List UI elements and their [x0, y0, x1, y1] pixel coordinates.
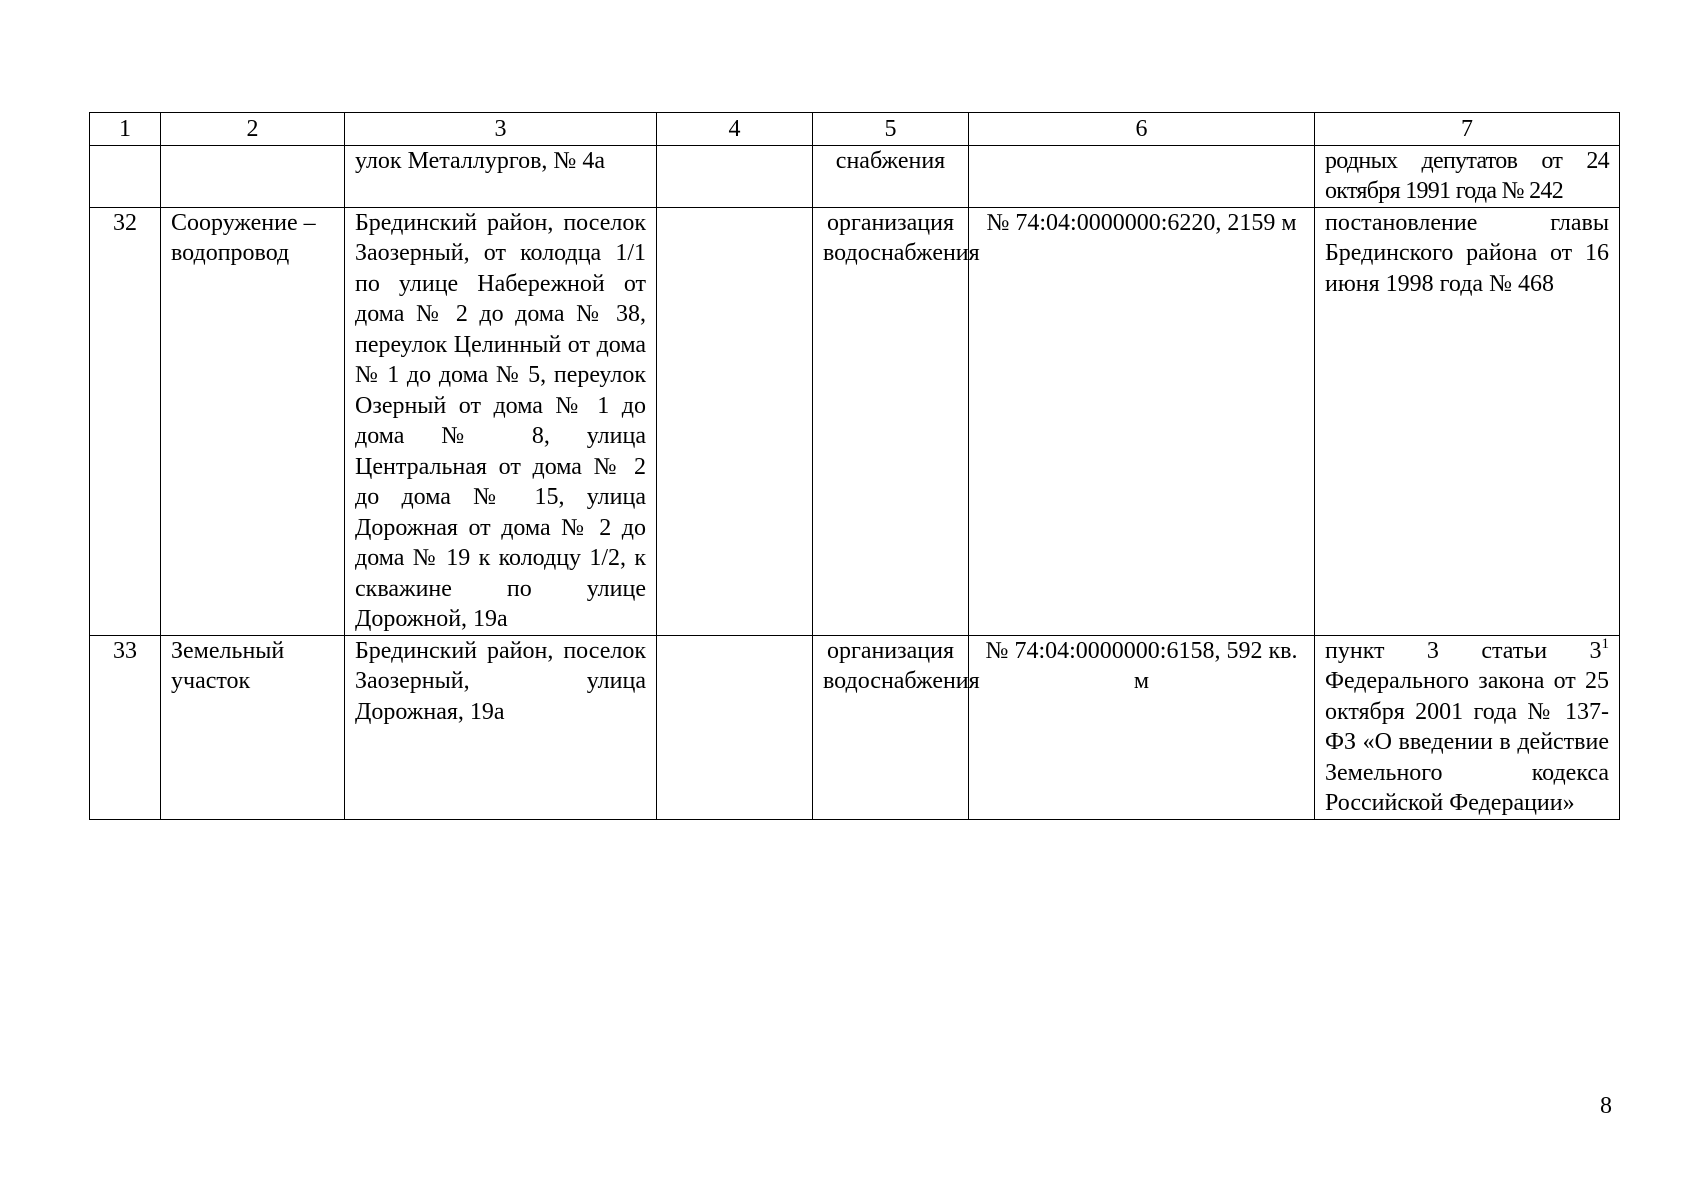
column-header-3: 3 [345, 113, 657, 146]
object-address: улок Металлургов, № 4а [345, 145, 657, 207]
column-number-row [90, 113, 1620, 146]
column-header-7: 7 [1315, 113, 1620, 146]
object-name: Земельный участок [161, 635, 345, 819]
legal-basis: постановление главы Брединского района от 16 июня 1998 года № 468 [1315, 207, 1620, 635]
object-name: Сооружение – водопровод [161, 207, 345, 635]
legal-basis: родных депутатов от 24 октября 1991 года № 242 [1315, 145, 1620, 207]
object-name [161, 145, 345, 207]
column-header-5: 5 [813, 113, 969, 146]
legal-basis-superscript: 1 [1601, 635, 1609, 652]
column-header-1: 1 [90, 113, 161, 146]
column-4-cell [657, 207, 813, 635]
object-address: Брединский район, поселок Заозерный, от колодца 1/1 по улице Набережной от дома № 2 до дома № 38, переулок Целинный от дома № 1 до дома № 5, переулок Озерный от дома № 1 до дома № 8, улица Центральная от дома № 2 до дома № 15, улица Дорожная от дома № 2 до дома № 19 к колодцу 1/2, к скважине по улице Дорожной, 19а [345, 207, 657, 635]
object-purpose: организация водоснабжения [813, 635, 969, 819]
cadastral-number: № 74:04:0000000:6158, 592 кв. м [969, 635, 1315, 819]
object-purpose: организация водоснабжения [813, 207, 969, 635]
registry-table [89, 112, 1620, 820]
legal-basis-rest: Федерального закона от 25 октября 2001 года № 137-ФЗ «О введении в действие Земельного кодекса Российской Федерации» [1325, 668, 1609, 816]
table-row [90, 145, 1620, 207]
legal-basis-start: пункт 3 статьи 3 [1325, 637, 1602, 664]
row-number [90, 145, 161, 207]
table-row [90, 635, 1620, 819]
cadastral-number: № 74:04:0000000:6220, 2159 м [969, 207, 1315, 635]
row-number: 33 [90, 635, 161, 819]
column-4-cell [657, 145, 813, 207]
column-header-2: 2 [161, 113, 345, 146]
table-row [90, 207, 1620, 635]
object-purpose: снабжения [813, 145, 969, 207]
legal-basis [1315, 635, 1620, 819]
cadastral-number [969, 145, 1315, 207]
page-number: 8 [1600, 1093, 1612, 1119]
column-header-4: 4 [657, 113, 813, 146]
column-header-6: 6 [969, 113, 1315, 146]
column-4-cell [657, 635, 813, 819]
row-number: 32 [90, 207, 161, 635]
object-address: Брединский район, поселок Заозерный, улица Дорожная, 19а [345, 635, 657, 819]
